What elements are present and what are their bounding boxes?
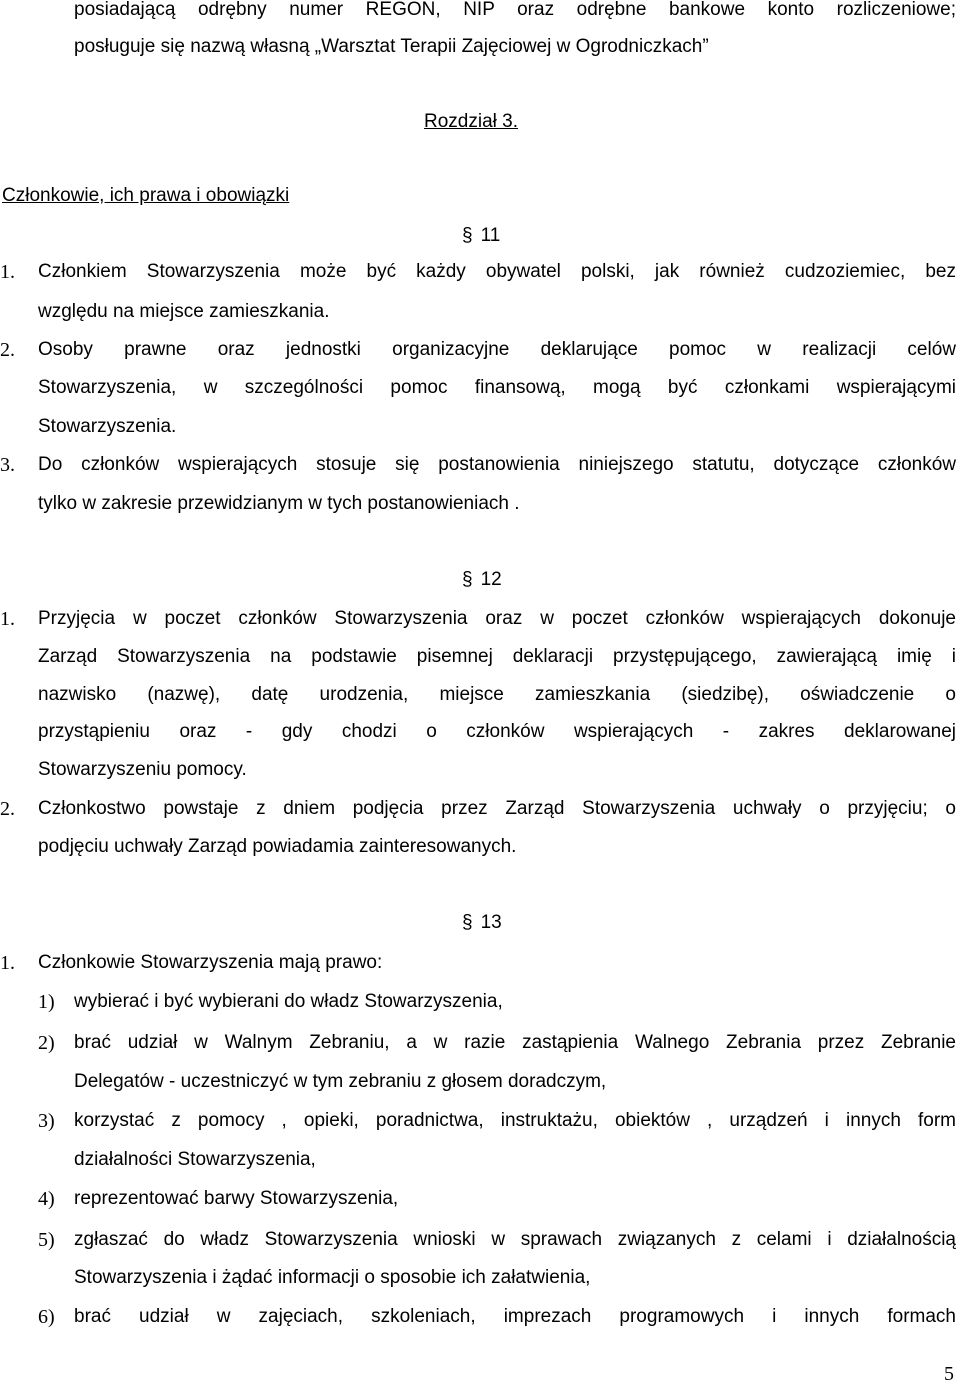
section-heading xyxy=(462,568,502,592)
section-number: 12 xyxy=(480,569,502,590)
item-number: 3. xyxy=(0,454,15,476)
section-number: 13 xyxy=(480,912,502,933)
text-line: względu na miejsce zamieszkania. xyxy=(38,301,330,322)
text-line: Stowarzyszenia, w szczególności pomoc finansową, mogą być członkami wspierającymi xyxy=(38,377,956,398)
text-line: posługuje się nazwą własną „Warsztat Terapii Zajęciowej w Ogrodniczkach” xyxy=(74,36,709,57)
text-line: brać udział w zajęciach, szkoleniach, imprezach programowych i innych formach xyxy=(74,1306,956,1327)
section-mark: § xyxy=(462,225,473,246)
text-line: Do członków wspierających stosuje się postanowienia niniejszego statutu, dotyczące członków xyxy=(38,454,956,475)
subitem-number: 5) xyxy=(38,1229,55,1251)
text-line: Przyjęcia w poczet członków Stowarzyszenia oraz w poczet członków wspierających dokonuje xyxy=(38,608,956,629)
section-heading xyxy=(462,224,500,248)
chapter-subtitle: Członkowie, ich prawa i obowiązki xyxy=(2,185,290,206)
section-mark: § xyxy=(462,569,473,590)
item-number: 2. xyxy=(0,798,15,820)
subitem-number: 4) xyxy=(38,1188,55,1210)
text-line: zgłaszać do władz Stowarzyszenia wnioski w sprawach związanych z celami i działalnością xyxy=(74,1229,956,1250)
text-line: korzystać z pomocy , opieki, poradnictwa, instruktażu, obiektów , urządzeń i innych form xyxy=(74,1110,956,1131)
text-line: Stowarzyszenia i żądać informacji o sposobie ich załatwienia, xyxy=(74,1267,591,1288)
text-line: nazwisko (nazwę), datę urodzenia, miejsce zamieszkania (siedzibę), oświadczenie o xyxy=(38,684,956,705)
text-line: Osoby prawne oraz jednostki organizacyjne deklarujące pomoc w realizacji celów xyxy=(38,339,956,360)
subitem-number: 2) xyxy=(38,1032,55,1054)
text-line: tylko w zakresie przewidzianym w tych postanowieniach . xyxy=(38,493,520,514)
text-line: reprezentować barwy Stowarzyszenia, xyxy=(74,1188,399,1209)
text-line: przystąpieniu oraz - gdy chodzi o członków wspierających - zakres deklarowanej xyxy=(38,721,956,742)
item-number: 1. xyxy=(0,261,15,283)
item-number: 1. xyxy=(0,952,15,974)
chapter-title: Rozdział 3. xyxy=(424,111,518,132)
subitem-number: 1) xyxy=(38,991,55,1013)
text-line: Członkiem Stowarzyszenia może być każdy obywatel polski, jak również cudzoziemiec, bez xyxy=(38,261,956,282)
text-line: Członkowie Stowarzyszenia mają prawo: xyxy=(38,952,383,973)
section-mark: § xyxy=(462,912,473,933)
text-line: Stowarzyszenia. xyxy=(38,416,177,437)
text-line: posiadającą odrębny numer REGON, NIP oraz odrębne bankowe konto rozliczeniowe; xyxy=(74,0,956,20)
text-line: Zarząd Stowarzyszenia na podstawie pisemnej deklaracji przystępującego, zawierającą imię i xyxy=(38,646,956,667)
section-heading xyxy=(462,911,502,935)
text-line: działalności Stowarzyszenia, xyxy=(74,1149,316,1170)
text-line: podjęciu uchwały Zarząd powiadamia zainteresowanych. xyxy=(38,836,517,857)
item-number: 1. xyxy=(0,608,15,630)
section-number: 11 xyxy=(480,225,501,246)
subitem-number: 3) xyxy=(38,1110,55,1132)
subitem-number: 6) xyxy=(38,1306,55,1328)
text-line: Stowarzyszeniu pomocy. xyxy=(38,759,247,780)
item-number: 2. xyxy=(0,339,15,361)
text-line: Członkostwo powstaje z dniem podjęcia przez Zarząd Stowarzyszenia uchwały o przyjęciu; o xyxy=(38,798,956,819)
text-line: wybierać i być wybierani do władz Stowarzyszenia, xyxy=(74,991,503,1012)
text-line: Delegatów - uczestniczyć w tym zebraniu z głosem doradczym, xyxy=(74,1071,607,1092)
page-number: 5 xyxy=(944,1363,954,1385)
text-line: brać udział w Walnym Zebraniu, a w razie zastąpienia Walnego Zebrania przez Zebranie xyxy=(74,1032,956,1053)
